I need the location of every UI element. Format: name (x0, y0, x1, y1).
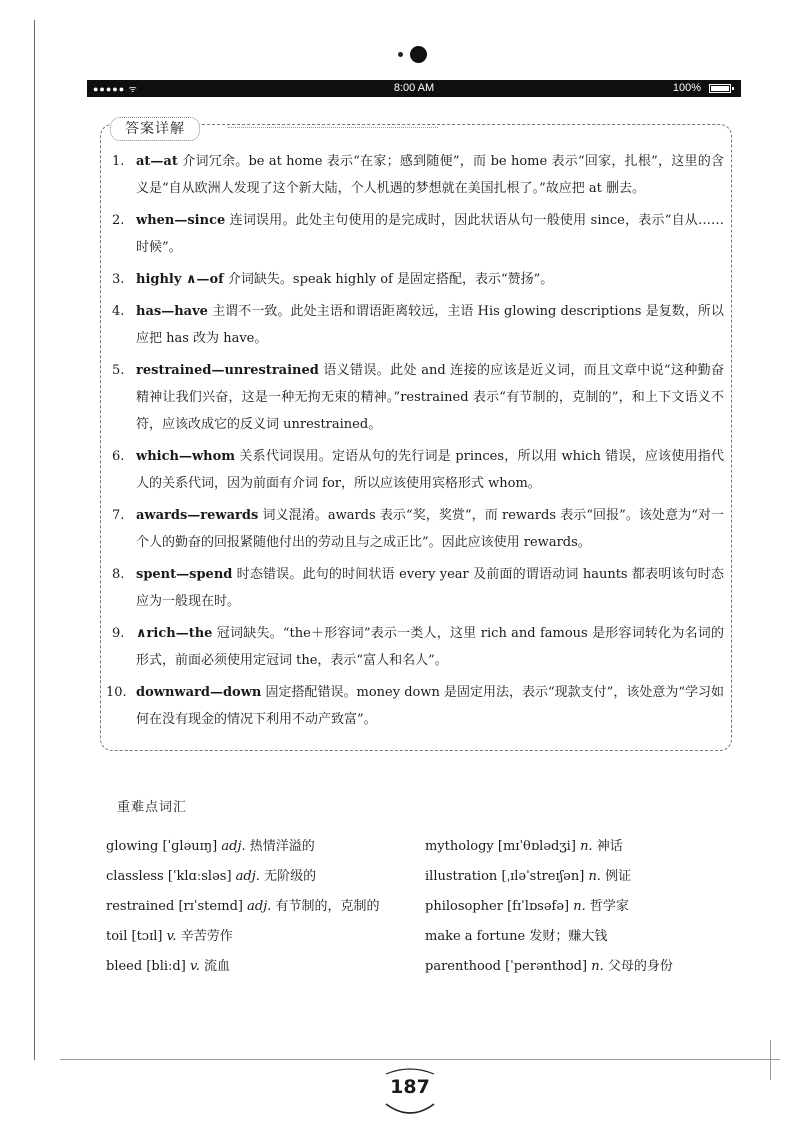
vocabulary-word: mythology (425, 839, 494, 854)
answer-item-correction: awards—rewards (136, 508, 259, 523)
vocabulary-meaning: 神话 (596, 839, 623, 854)
answer-item-correction: downward—down (136, 685, 262, 700)
answer-item-correction: at—at (136, 154, 178, 169)
vocabulary-word: make a fortune (425, 929, 526, 944)
vocabulary-word: bleed (106, 959, 143, 974)
vocabulary-meaning: 热情洋溢的 (249, 839, 315, 854)
answer-item-correction: ∧rich—the (136, 626, 213, 641)
scan-right-line (770, 1040, 771, 1080)
camera-lens-icon (410, 46, 427, 63)
camera-dots (398, 43, 438, 67)
answer-item-correction: which—whom (136, 449, 236, 464)
vocabulary-entry (425, 922, 745, 952)
vocabulary-title: 重难点词汇 (117, 800, 188, 815)
answer-item-correction: spent—spend (136, 567, 233, 582)
answer-item-explanation: 关系代词误用。定语从句的先行词是 princes，所以用 which 错误，应该使用指代人的关系代词，因为前面有介词 for，所以应该使用宾格形式 whom。 (136, 449, 724, 491)
answer-item (112, 266, 724, 293)
answer-item-correction: highly ∧—of (136, 272, 224, 287)
answer-item (112, 298, 724, 352)
answer-item (112, 207, 724, 261)
vocabulary-meaning: 无阶级的 (264, 869, 317, 884)
title-divider (228, 127, 438, 128)
answer-item-number: 1. (112, 154, 125, 169)
vocabulary-part-of-speech: v. (189, 959, 200, 974)
answer-item-number: 6. (112, 449, 125, 464)
vocabulary-meaning: 例证 (605, 869, 632, 884)
answer-item (112, 502, 724, 556)
vocabulary-part-of-speech: n. (573, 899, 586, 914)
answer-item-explanation: 语义错误。此处 and 连接的应该是近义词，而且文章中说“这种勤奋精神让我们兴奋，这是一种无拘无束的精神。”restrained 表示“有节制的，克制的”，和上下文语义不符，应该改成它的反义词 unrestrained。 (136, 363, 724, 432)
vocabulary-entry (425, 862, 745, 892)
vocabulary-word: restrained (106, 899, 175, 914)
vocabulary-part-of-speech: adj. (247, 899, 272, 914)
battery-full-icon (709, 84, 731, 93)
vocabulary-part-of-speech: adj. (235, 869, 260, 884)
vocabulary-entry (425, 892, 745, 922)
vocabulary-phonetic: [ˈklɑːsləs] (167, 869, 232, 884)
vocabulary-phonetic: [bliːd] (146, 959, 186, 974)
answer-item-number: 3. (112, 272, 125, 287)
answer-item-number: 9. (112, 626, 125, 641)
vocabulary-entry (106, 952, 426, 982)
scan-bottom-line (60, 1059, 780, 1060)
vocabulary-phonetic: [mɪˈθɒlədʒi] (497, 839, 576, 854)
vocabulary-phonetic: [ˌɪləˈstreɪʃən] (501, 869, 585, 884)
vocabulary-entry (425, 832, 745, 862)
answer-item (112, 620, 724, 674)
vocabulary-phonetic: [ˈperənthʊd] (505, 959, 588, 974)
answer-item-correction: has—have (136, 304, 208, 319)
vocabulary-word: classless (106, 869, 164, 884)
vocabulary-list-right (425, 832, 745, 982)
answer-item-number: 7. (112, 508, 125, 523)
page-number: 187 (390, 1076, 430, 1098)
vocabulary-word: illustration (425, 869, 498, 884)
vocabulary-entry (106, 892, 426, 922)
answer-item-number: 10. (106, 685, 127, 700)
answer-item (112, 443, 724, 497)
answer-item-explanation: 时态错误。此句的时间状语 every year 及前面的谓语动词 haunts 都表明该句时态应为一般现在时。 (136, 567, 724, 609)
answer-item-explanation: 介词冗余。be at home 表示“在家；感到随便”，而 be home 表示“回家，扎根”，这里的含义是“自从欧洲人发现了这个新大陆，个人机遇的梦想就在美国扎根了。”故应把 at 删去。 (136, 154, 724, 196)
scan-left-line (34, 20, 35, 1060)
answer-item (112, 357, 724, 438)
vocabulary-meaning: 哲学家 (589, 899, 629, 914)
vocabulary-phonetic: [fɪˈlɒsəfə] (507, 899, 570, 914)
vocabulary-word: philosopher (425, 899, 503, 914)
vocabulary-entry (425, 952, 745, 982)
answer-item-explanation: 主谓不一致。此处主语和谓语距离较远，主语 His glowing descriptions 是复数，所以应把 has 改为 have。 (136, 304, 724, 346)
answer-item-explanation: 冠词缺失。“the＋形容词”表示一类人，这里 rich and famous 是形容词转化为名词的形式，前面必须使用定冠词 the，表示“富人和名人”。 (136, 626, 724, 668)
sensor-dot-icon (398, 52, 403, 57)
answer-item-explanation: 介词缺失。speak highly of 是固定搭配，表示“赞扬”。 (223, 272, 554, 287)
answer-item (112, 148, 724, 202)
answer-item (112, 561, 724, 615)
vocabulary-entry (106, 862, 426, 892)
vocabulary-part-of-speech: v. (166, 929, 177, 944)
vocabulary-entry (106, 832, 426, 862)
signal-icon: ●●●●● ᯤ (93, 84, 138, 94)
answer-item-correction: when—since (136, 213, 226, 228)
status-time: 8:00 AM (393, 82, 435, 94)
vocabulary-meaning: 有节制的，克制的 (275, 899, 380, 914)
vocabulary-phonetic: [ˈɡləuɪŋ] (162, 839, 218, 854)
answer-item-explanation: 词义混淆。awards 表示“奖，奖赏”，而 rewards 表示“回报”。该处意为“对一个人的勤奋的回报紧随他付出的劳动且与之成正比”。因此应该使用 rewards。 (136, 508, 724, 550)
status-bar (87, 80, 741, 97)
vocabulary-meaning: 辛苦劳作 (180, 929, 233, 944)
vocabulary-entry (106, 922, 426, 952)
vocabulary-meaning: 发财；赚大钱 (529, 929, 608, 944)
vocabulary-part-of-speech: n. (588, 869, 601, 884)
vocabulary-word: glowing (106, 839, 159, 854)
answer-item-number: 8. (112, 567, 125, 582)
vocabulary-meaning: 流血 (204, 959, 231, 974)
vocabulary-part-of-speech: n. (580, 839, 593, 854)
answer-list (106, 148, 724, 738)
answer-item-explanation: 连词误用。此处主句使用的是完成时，因此状语从句一般使用 since，表示“自从……时候”。 (136, 213, 724, 255)
vocabulary-meaning: 父母的身份 (607, 959, 673, 974)
answer-item (106, 679, 724, 733)
vocabulary-part-of-speech: n. (591, 959, 604, 974)
vocabulary-word: toil (106, 929, 128, 944)
vocabulary-phonetic: [rɪˈsteɪnd] (178, 899, 243, 914)
answer-item-number: 4. (112, 304, 125, 319)
battery-percentage: 100% (672, 82, 701, 94)
vocabulary-list-left (106, 832, 426, 982)
answer-section-title: 答案详解 (110, 117, 200, 141)
vocabulary-phonetic: [tɔɪl] (131, 929, 163, 944)
answer-item-number: 2. (112, 213, 125, 228)
vocabulary-word: parenthood (425, 959, 501, 974)
answer-item-correction: restrained—unrestrained (136, 363, 319, 378)
answer-item-number: 5. (112, 363, 125, 378)
vocabulary-part-of-speech: adj. (221, 839, 246, 854)
answer-item-explanation: 固定搭配错误。money down 是固定用法，表示“现款支付”，该处意为“学习如何在没有现金的情况下利用不动产致富”。 (136, 685, 724, 727)
